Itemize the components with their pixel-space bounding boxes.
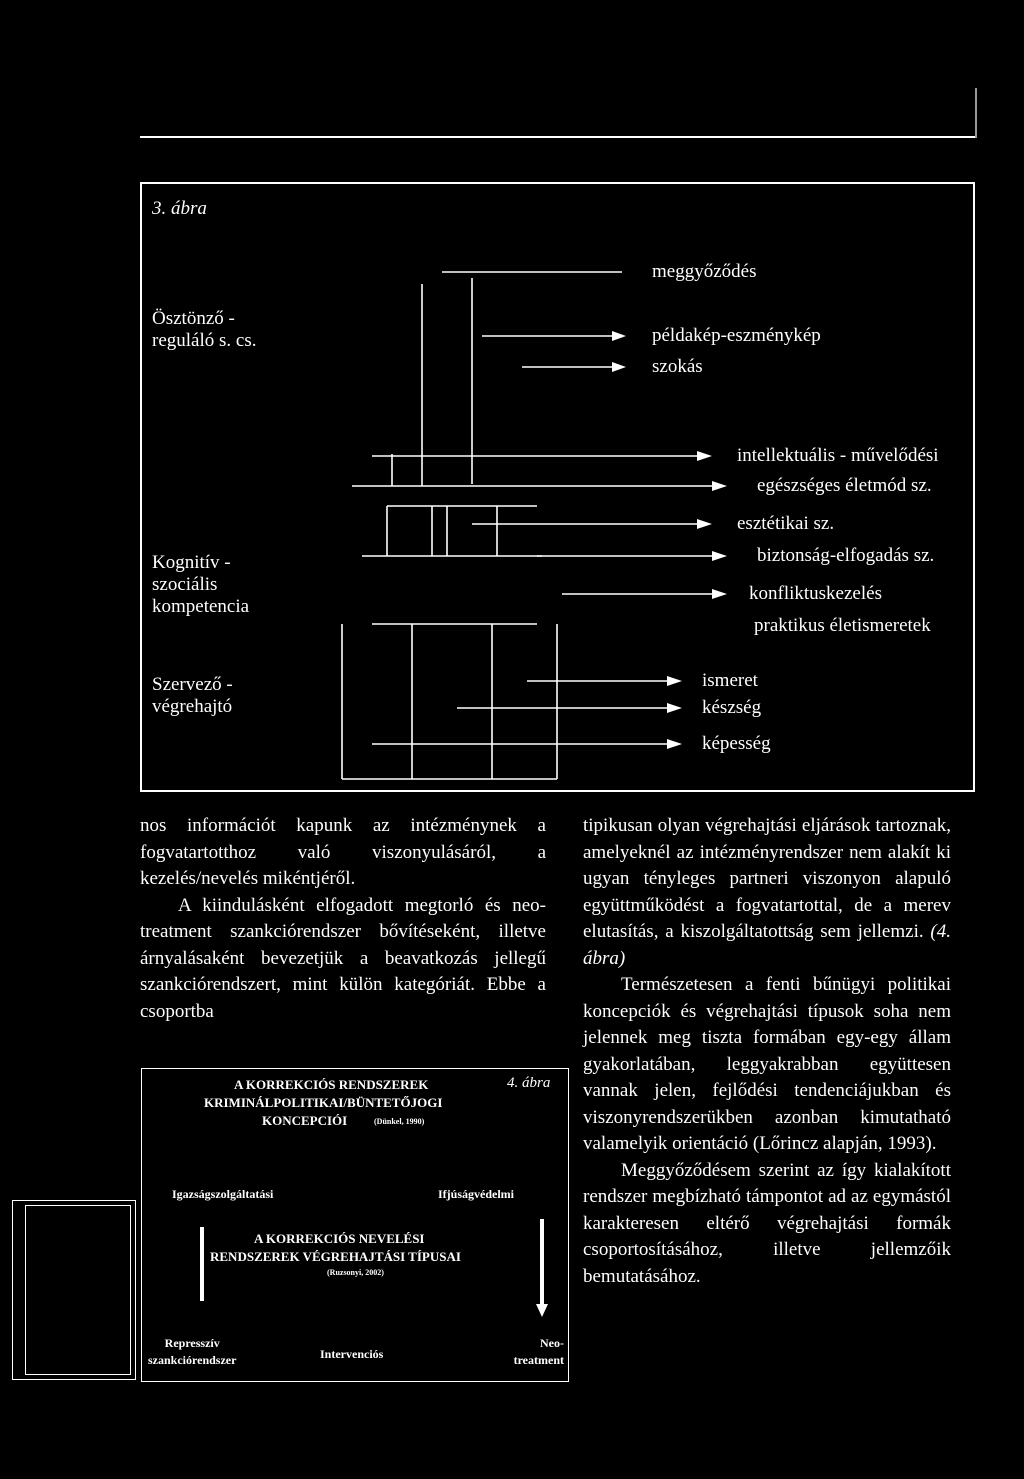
- left-column-text: [140, 813, 546, 1025]
- bottom-label-repressive: Represszív szankciórendszer: [148, 1336, 237, 1367]
- output-habit: szokás: [652, 356, 703, 377]
- margin-frame: [12, 1200, 136, 1380]
- output-role-model: példakép-eszménykép: [652, 325, 821, 346]
- figure-4-title-line-1: A KORREKCIÓS RENDSZEREK: [234, 1077, 429, 1092]
- output-skill: készség: [702, 697, 762, 718]
- output-healthy-lifestyle: egészséges életmód sz.: [757, 475, 932, 496]
- output-conflict-management: konfliktuskezelés: [749, 583, 882, 604]
- right-paragraph-1: [583, 813, 951, 972]
- top-margin-mark: [975, 88, 977, 138]
- figure-4-subtitle-line-2: RENDSZEREK VÉGREHAJTÁSI TÍPUSAI: [210, 1249, 461, 1264]
- header-rule: [140, 136, 975, 138]
- output-ability: képesség: [702, 733, 771, 754]
- axis-label-justice: Igazságszolgáltatási: [172, 1187, 274, 1201]
- figure-3-frame: [140, 182, 975, 792]
- output-conviction: meggyőződés: [652, 261, 757, 282]
- figure-4-label: 4. ábra: [507, 1075, 551, 1091]
- group-label-organizing: Szervező - végrehajtó: [152, 674, 233, 717]
- group-label-motivating: Ösztönző - reguláló s. cs.: [152, 308, 257, 351]
- bottom-label-neo-treatment: Neo- treatment: [513, 1336, 564, 1367]
- left-paragraph-2: A kiindulásként elfogadott megtorló és neo-treatment szankciórendszer bővítéseként, illetve árnyalásaként bevezetjük a beavatkozás jellegű szankciórendszert, mint külön kategóriát. Ebbe a csoportba: [140, 894, 546, 1022]
- output-aesthetic: esztétikai sz.: [737, 513, 835, 534]
- right-paragraph-3: Meggyőződésem szerint az így kialakított rendszer megbízható támpontot ad az egymástól karakteresen eltérő végrehajtási formák csoportosításához, illetve jellemzőik bemutatásához.: [583, 1159, 951, 1287]
- figure-4-frame: [141, 1068, 569, 1382]
- left-paragraph-1: nos információt kapunk az intézménynek a fogvatartotthoz való viszonyulásáról, a kezelés/nevelés mikéntjéről.: [140, 815, 546, 889]
- margin-frame-inner: [25, 1205, 131, 1375]
- output-intellectual: intellektuális - művelődési: [737, 445, 939, 466]
- output-knowledge: ismeret: [702, 670, 758, 691]
- figure-4-title-line-2: KRIMINÁLPOLITIKAI/BÜNTETŐJOGI: [204, 1095, 443, 1110]
- group-label-cognitive-social: Kognitív - szociális kompetencia: [152, 552, 250, 617]
- right-column-text: [583, 813, 951, 1290]
- figure-4-subtitle-line-1: A KORREKCIÓS NEVELÉSI: [254, 1231, 425, 1246]
- bottom-label-interventional: Intervenciós: [320, 1347, 384, 1361]
- figure-4-source-2: (Ruzsonyi, 2002): [327, 1268, 384, 1277]
- figure-reference: (4. ábra): [583, 921, 951, 969]
- right-paragraph-2: Természetesen a fenti bűnügyi politikai koncepciók és végrehajtási típusok soha nem jelennek meg tiszta formában egy-egy állam gyakorlatában, leggyakrabban együttesen vannak jelen, fejlődési tendenciájukban és viszonyrendszerükben azonban kimutatható valamelyik orientáció (Lőrincz alapján, 1993).: [583, 974, 951, 1154]
- right-paragraph-1-text: tipikusan olyan végrehajtási eljárások tartoznak, amelyeknél az intézményrendszer nem alakít ki ugyan tényleges partneri viszonyon alapuló együttműködést a fogvatartottal, de a merev elutasítás, a kiszolgáltatottság sem jellemzi.: [583, 815, 951, 942]
- figure-4-source-1: (Dünkel, 1990): [374, 1117, 425, 1126]
- axis-label-youth-protection: Ifjúságvédelmi: [438, 1187, 514, 1201]
- output-security: biztonság-elfogadás sz.: [757, 545, 935, 566]
- output-practical-knowledge: praktikus életismeretek: [754, 615, 931, 636]
- figure-4-title-line-3: KONCEPCIÓI: [262, 1113, 348, 1128]
- figure-3-label: 3. ábra: [152, 198, 207, 219]
